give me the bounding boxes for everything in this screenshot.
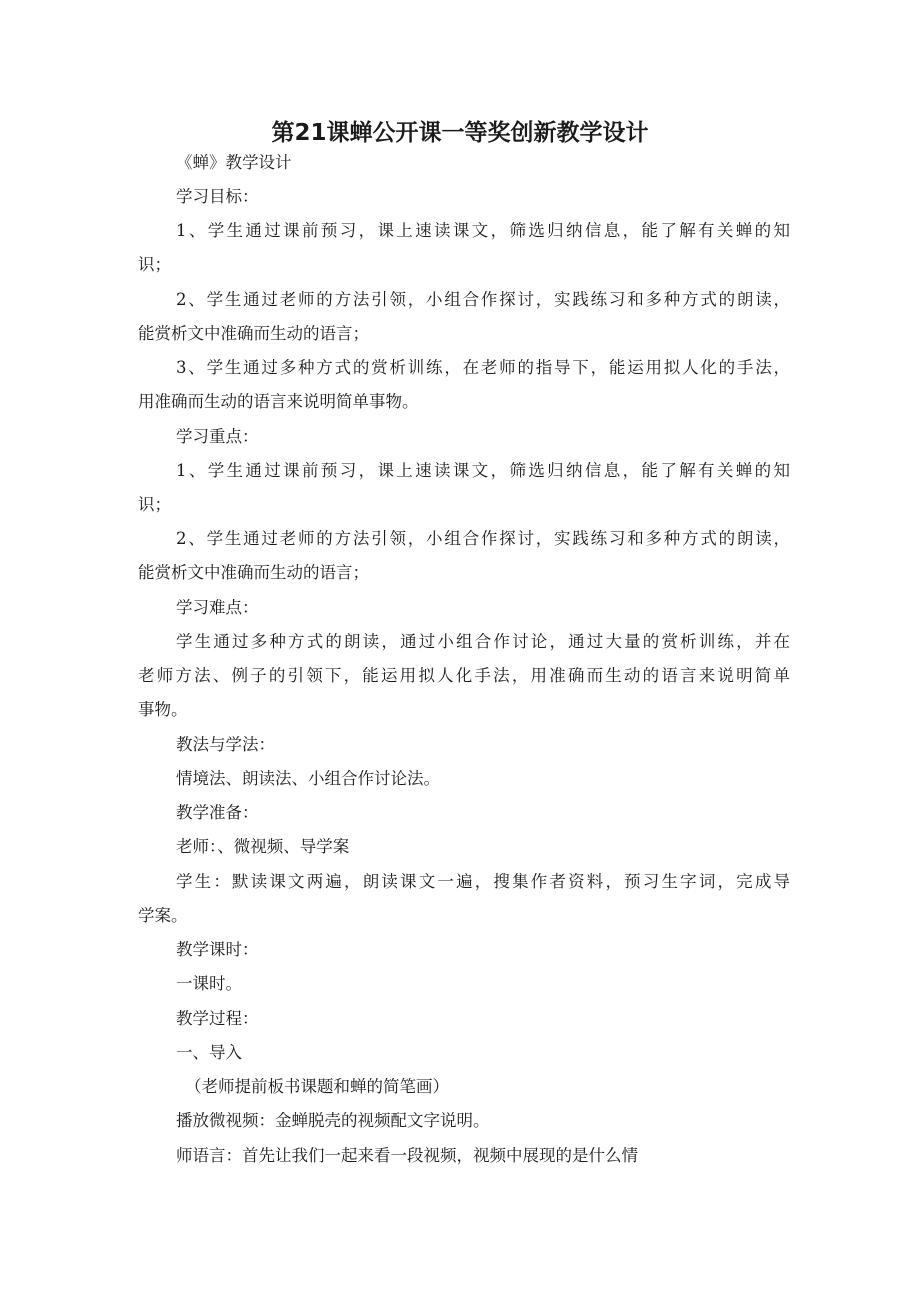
objective-1-line-1: 1、学生通过课前预习，课上速读课文，筛选归纳信息，能了解有关蝉的知 [176, 221, 790, 240]
key-points-heading: 学习重点： [176, 427, 259, 446]
key-point-1-line-1: 1、学生通过课前预习，课上速读课文，筛选归纳信息，能了解有关蝉的知 [176, 461, 790, 480]
periods-heading: 教学课时： [176, 940, 259, 959]
objective-2-line-1: 2、学生通过老师的方法引领，小组合作探讨，实践练习和多种方式的朗读， [176, 290, 790, 309]
difficulties-heading: 学习难点： [176, 598, 259, 617]
process-section-1: 一、导入 [176, 1043, 242, 1062]
objective-2-line-2: 能赏析文中准确而生动的语言； [138, 324, 369, 343]
process-video: 播放微视频：金蝉脱壳的视频配文字说明。 [176, 1111, 490, 1130]
objective-3-line-1: 3、学生通过多种方式的赏析训练，在老师的指导下，能运用拟人化的手法， [176, 358, 790, 377]
process-teacher-speech: 师语言：首先让我们一起来看一段视频，视频中展现的是什么情 [176, 1146, 638, 1165]
methods-text: 情境法、朗读法、小组合作讨论法。 [176, 769, 440, 788]
difficulties-line-3: 事物。 [138, 700, 188, 719]
objective-3-line-2: 用准确而生动的语言来说明简单事物。 [138, 392, 419, 411]
process-note: （老师提前板书课题和蝉的简笔画） [185, 1077, 449, 1096]
process-heading: 教学过程： [176, 1009, 259, 1028]
key-point-2-line-2: 能赏析文中准确而生动的语言； [138, 563, 369, 582]
preparation-student-line-1: 学生：默读课文两遍，朗读课文一遍，搜集作者资料，预习生字词，完成导 [176, 872, 790, 891]
preparation-heading: 教学准备： [176, 803, 259, 822]
objective-1-line-2: 识； [138, 255, 171, 274]
preparation-teacher: 老师：、微视频、导学案 [176, 837, 350, 856]
methods-heading: 教法与学法： [176, 735, 275, 754]
objectives-heading: 学习目标： [176, 187, 259, 206]
key-point-2-line-1: 2、学生通过老师的方法引领，小组合作探讨，实践练习和多种方式的朗读， [176, 529, 790, 548]
document-title: 第21课蝉公开课一等奖创新教学设计 [271, 120, 649, 146]
periods-text: 一课时。 [176, 974, 242, 993]
preparation-student-line-2: 学案。 [138, 906, 188, 925]
subtitle: 《蝉》教学设计 [176, 153, 292, 172]
difficulties-line-1: 学生通过多种方式的朗读，通过小组合作讨论，通过大量的赏析训练，并在 [176, 632, 790, 651]
difficulties-line-2: 老师方法、例子的引领下，能运用拟人化手法，用准确而生动的语言来说明简单 [138, 666, 790, 685]
key-point-1-line-2: 识； [138, 495, 171, 514]
